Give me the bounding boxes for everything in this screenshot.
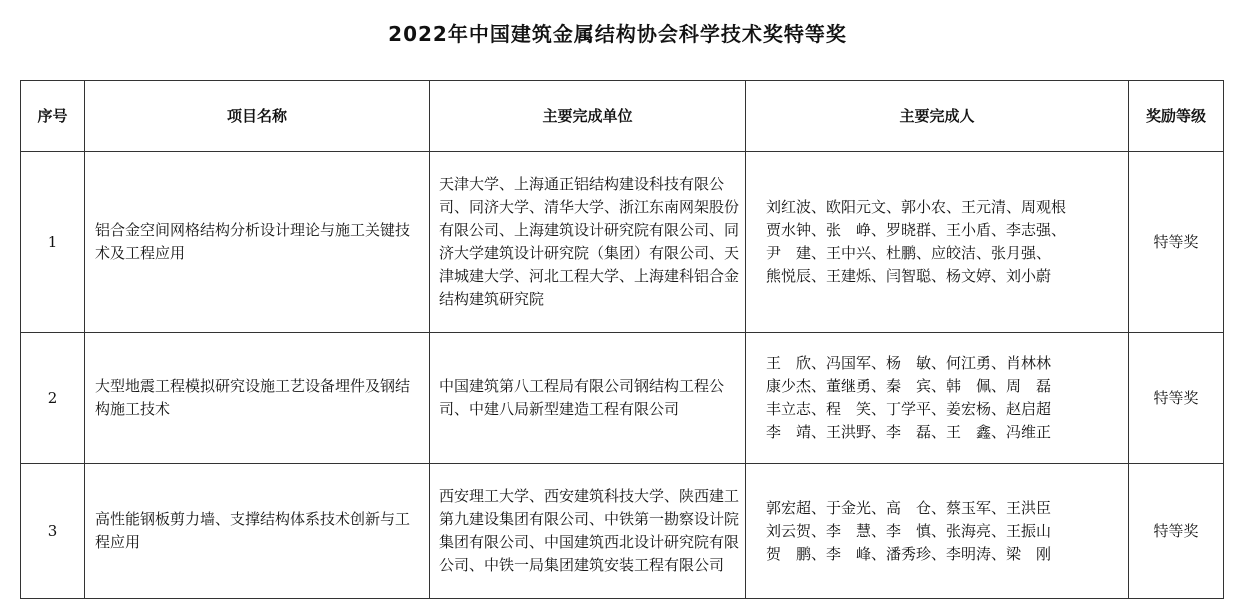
row-award-level: 特等奖 bbox=[1129, 464, 1224, 599]
header-main-units: 主要完成单位 bbox=[430, 81, 746, 152]
people-line: 李 靖、王洪野、李 磊、王 鑫、冯维正 bbox=[766, 423, 1052, 441]
header-project-name: 项目名称 bbox=[85, 81, 430, 152]
people-line: 王 欣、冯国军、杨 敏、何江勇、肖林林 bbox=[766, 354, 1052, 372]
document-title: 2022年中国建筑金属结构协会科学技术奖特等奖 bbox=[388, 22, 847, 46]
row-main-units: 中国建筑第八工程局有限公司钢结构工程公司、中建八局新型建造工程有限公司 bbox=[430, 333, 746, 464]
table-row bbox=[21, 333, 1224, 464]
people-line: 丰立志、程 笑、丁学平、姜宏杨、赵启超 bbox=[766, 400, 1052, 418]
table-header-row bbox=[21, 81, 1224, 152]
row-seq: 2 bbox=[21, 333, 85, 464]
table-row bbox=[21, 464, 1224, 599]
people-line: 尹 建、王中兴、杜鹏、应皎洁、张月强、 bbox=[766, 244, 1052, 262]
people-line: 康少杰、董继勇、秦 宾、韩 佩、周 磊 bbox=[766, 377, 1052, 395]
row-award-level: 特等奖 bbox=[1129, 333, 1224, 464]
header-seq: 序号 bbox=[21, 81, 85, 152]
row-seq: 3 bbox=[21, 464, 85, 599]
people-line: 刘红波、欧阳元文、郭小农、王元清、周观根 bbox=[766, 198, 1067, 216]
people-line: 郭宏超、于金光、高 仓、蔡玉军、王洪臣 bbox=[766, 498, 1052, 517]
people-line: 刘云贺、李 慧、李 慎、张海亮、王振山 bbox=[766, 521, 1052, 540]
people-line: 贾水钟、张 峥、罗晓群、王小盾、李志强、 bbox=[766, 221, 1067, 239]
row-main-people bbox=[746, 152, 1129, 333]
awards-table bbox=[20, 80, 1224, 599]
row-seq: 1 bbox=[21, 152, 85, 333]
row-main-units: 西安理工大学、西安建筑科技大学、陕西建工第九建设集团有限公司、中铁第一勘察设计院集团有限公司、中国建筑西北设计研究院有限公司、中铁一局集团建筑安装工程有限公司 bbox=[430, 464, 746, 599]
row-award-level: 特等奖 bbox=[1129, 152, 1224, 333]
table-row bbox=[21, 152, 1224, 333]
people-line: 贺 鹏、李 峰、潘秀珍、李明涛、梁 刚 bbox=[766, 544, 1052, 563]
row-main-people bbox=[746, 464, 1129, 599]
row-project-name: 铝合金空间网格结构分析设计理论与施工关键技术及工程应用 bbox=[85, 152, 430, 333]
row-project-name: 高性能钢板剪力墙、支撑结构体系技术创新与工程应用 bbox=[85, 464, 430, 599]
header-main-people: 主要完成人 bbox=[746, 81, 1129, 152]
header-award-level: 奖励等级 bbox=[1129, 81, 1224, 152]
row-project-name: 大型地震工程模拟研究设施工艺设备埋件及钢结构施工技术 bbox=[85, 333, 430, 464]
row-main-units: 天津大学、上海通正铝结构建设科技有限公司、同济大学、清华大学、浙江东南网架股份有限公司、上海建筑设计研究院有限公司、同济大学建筑设计研究院（集团）有限公司、天津城建大学、河北工程大学、上海建科铝合金结构建筑研究院 bbox=[430, 152, 746, 333]
people-line: 熊悦辰、王建烁、闫智聪、杨文婷、刘小蔚 bbox=[766, 267, 1052, 285]
row-main-people bbox=[746, 333, 1129, 464]
